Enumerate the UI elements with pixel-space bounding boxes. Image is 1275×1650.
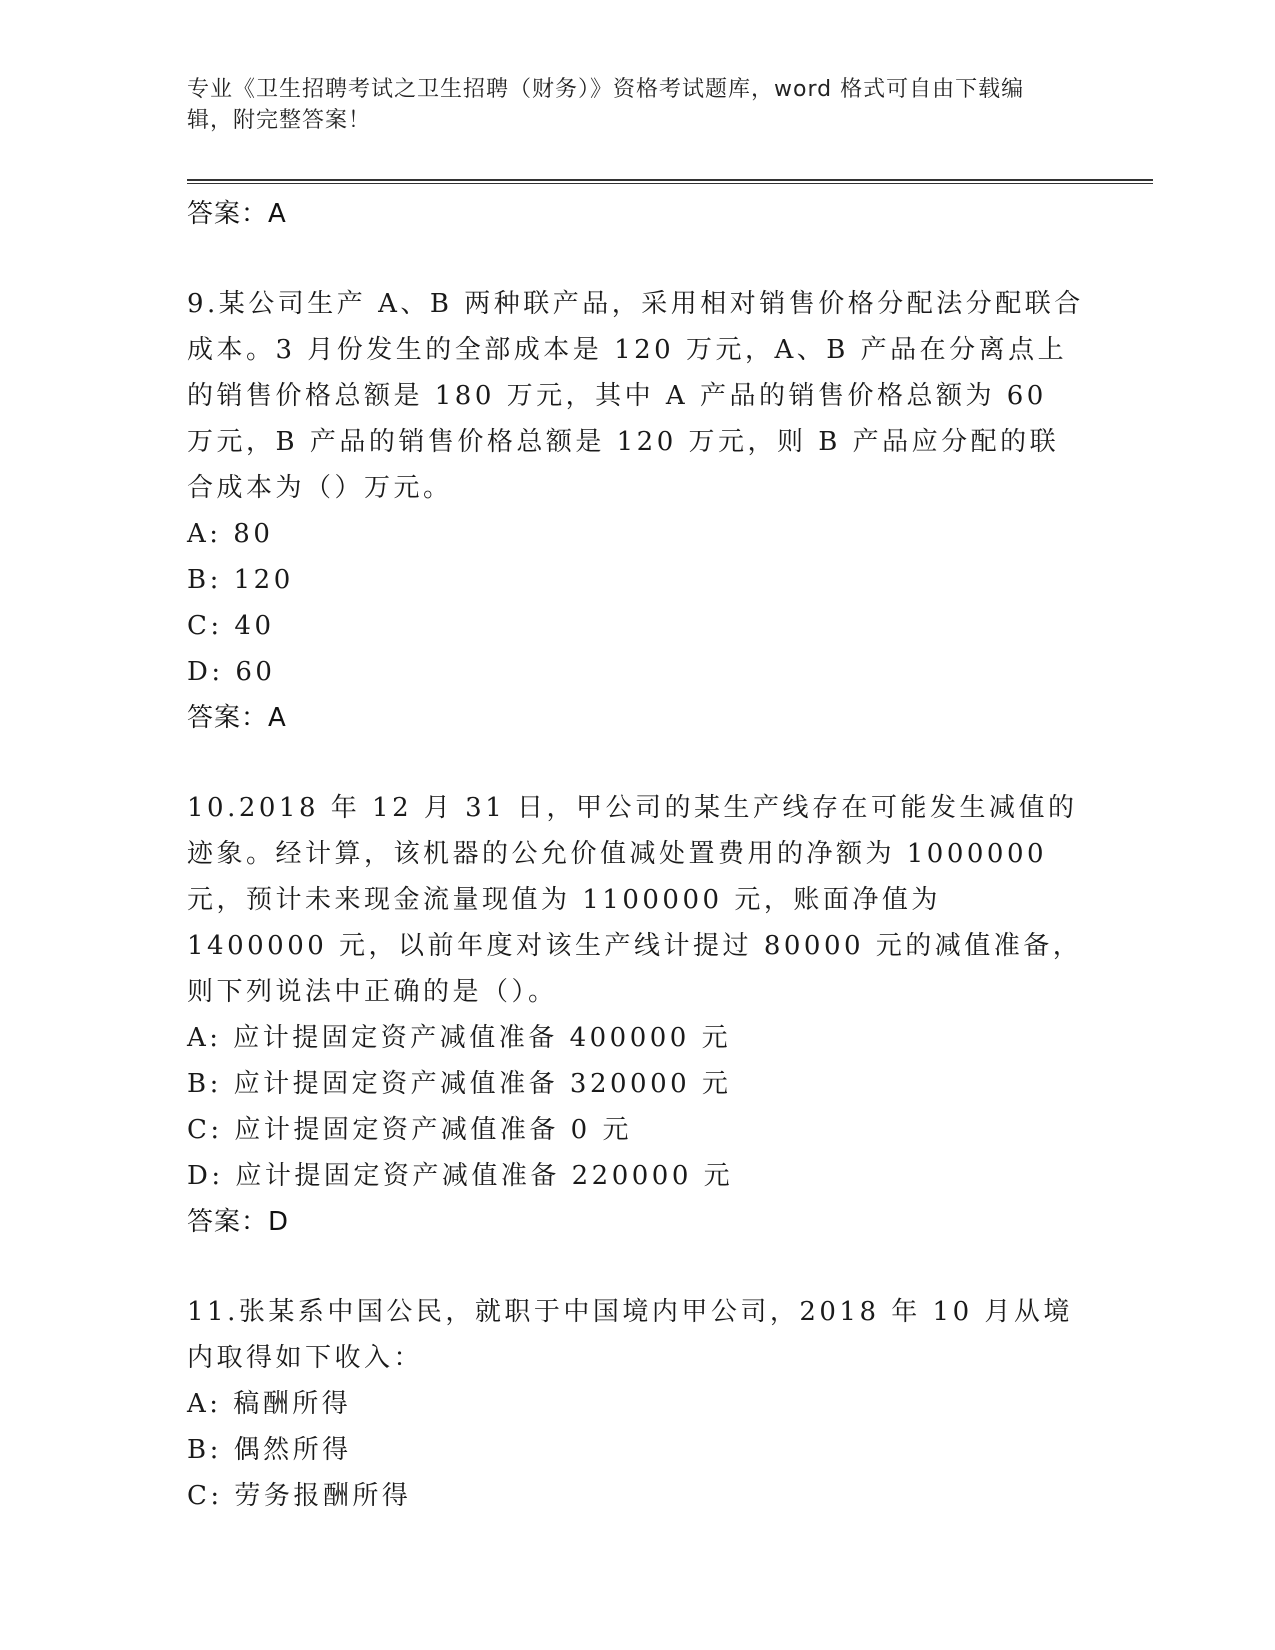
- option-b: B: 偶然所得: [187, 1435, 352, 1465]
- document-header: 专业《卫生招聘考试之卫生招聘（财务）》资格考试题库，word 格式可自由下载编辑，附完整答案！: [187, 77, 1025, 133]
- answer-line: 答案：A: [187, 703, 287, 733]
- option-a: A: 80: [187, 519, 274, 549]
- option-d: D: 60: [187, 657, 276, 687]
- answer-line: 答案：D: [187, 1207, 290, 1237]
- header-rule-thick: [187, 179, 1153, 181]
- question-text: 9.某公司生产 A、B 两种联产品，采用相对销售价格分配法分配联合成本。3 月份发生的全部成本是 120 万元，A、B 产品在分离点上的销售价格总额是 180 万元，其中 A 产品的销售价格总额为 60 万元，B 产品的销售价格总额是 120 万元，则 B 产品应分配的联合成本为（）万元。: [187, 289, 1084, 503]
- option-b: B: 120: [187, 565, 294, 595]
- document-body: [187, 191, 1087, 1519]
- question-text: 10.2018 年 12 月 31 日，甲公司的某生产线存在可能发生减值的迹象。经计算，该机器的公允价值减处置费用的净额为 1000000 元，预计未来现金流量现值为 1100000 元，账面净值为 1400000 元，以前年度对该生产线计提过 80000 元的减值准备，则下列说法中正确的是（）。: [187, 793, 1083, 1007]
- option-a: A: 应计提固定资产减值准备 400000 元: [187, 1023, 732, 1053]
- option-b: B: 应计提固定资产减值准备 320000 元: [187, 1069, 732, 1099]
- option-c: C: 40: [187, 611, 275, 641]
- option-d: D: 应计提固定资产减值准备 220000 元: [187, 1161, 734, 1191]
- option-a: A: 稿酬所得: [187, 1389, 352, 1419]
- header-rule-thin: [187, 183, 1153, 184]
- option-c: C: 应计提固定资产减值准备 0 元: [187, 1115, 632, 1145]
- answer-line: 答案：A: [187, 199, 287, 229]
- question-text: 11.张某系中国公民，就职于中国境内甲公司，2018 年 10 月从境内取得如下收入：: [187, 1297, 1073, 1373]
- option-c: C: 劳务报酬所得: [187, 1481, 412, 1511]
